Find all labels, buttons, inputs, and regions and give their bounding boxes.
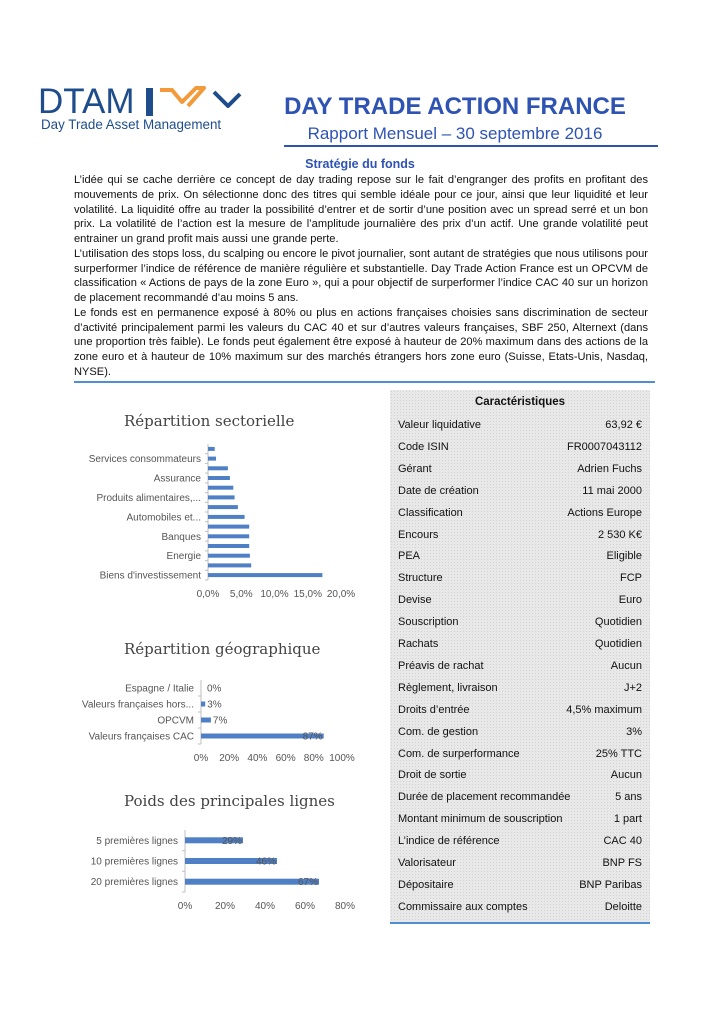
bar	[208, 486, 233, 490]
characteristic-row	[398, 419, 642, 435]
data-label: 46%	[255, 856, 276, 868]
geo-bar-chart	[70, 676, 370, 772]
characteristic-label: PEA	[398, 550, 421, 563]
characteristic-row	[398, 857, 642, 873]
x-tick-label: 40%	[247, 753, 268, 764]
bar	[208, 544, 249, 548]
sector-chart-title: Répartition sectorielle	[124, 412, 295, 430]
bar	[208, 466, 228, 470]
category-label: Assurance	[153, 473, 201, 485]
characteristic-value: Euro	[618, 594, 642, 607]
characteristic-label: Règlement, livraison	[398, 681, 498, 694]
characteristic-row	[398, 813, 642, 829]
characteristic-value: BNP FS	[602, 857, 642, 869]
x-tick-label: 80%	[303, 753, 324, 764]
x-tick-label: 0%	[177, 901, 193, 912]
weights-bar-chart	[70, 826, 370, 916]
logo-arrow-icon	[146, 84, 246, 118]
characteristic-label: Code ISIN	[398, 440, 449, 453]
x-tick-label: 60%	[294, 901, 316, 912]
characteristic-label: Commissaire aux comptes	[398, 900, 528, 913]
bar	[201, 702, 205, 707]
characteristic-label: Souscription	[398, 616, 459, 629]
strategy-heading: Stratégie du fonds	[305, 157, 415, 171]
strategy-paragraph: L’idée qui se cache derrière ce concept de day trading repose sur le fait d’engranger des profits en profitant des mouvements de prix. On sélectionne donc des titres qui semble idéale pour ce jour, ainsi que leur liquidité et leur volatilité. La liquidité offre au trader la possibilité d’entrer et de sortir d’une position avec un spread serré et un bon prix. La volatilité de l’action est la mesure de l’amplitude journalière des prix d’un actif. Une grande volatilité peut entrainer un grand profit mais aussi une grande perte.	[74, 174, 648, 245]
characteristic-label: Com. de surperformance	[398, 747, 520, 760]
characteristic-row	[398, 463, 642, 479]
characteristic-label: Rachats	[398, 638, 439, 650]
characteristic-value: Quotidien	[594, 616, 642, 629]
x-tick-label: 20%	[214, 901, 236, 912]
characteristic-row	[398, 660, 642, 676]
characteristic-value: Deloitte	[604, 900, 642, 913]
strategy-paragraph: L’utilisation des stops loss, du scalping ou encore le pivot journalier, sont autant de stratégies que nous utilisons pour surperformer l’indice de référence de manière régulière et substantielle. Day Trade Action France est un OPCVM de classification « Actions de pays de la zone Euro », qui a pour objectif de surperformer l’indice CAC 40 sur un horizon de placement recommandé d’au moins 5 ans.	[74, 247, 648, 304]
dtam-logo	[38, 84, 248, 134]
header-divider	[284, 145, 658, 147]
bar	[208, 525, 249, 529]
characteristic-row	[398, 748, 642, 764]
characteristic-row	[398, 572, 642, 588]
characteristic-value: 5 ans	[615, 791, 642, 804]
logo-text: DTAM	[38, 82, 135, 121]
characteristic-label: Montant minimum de souscription	[398, 813, 563, 826]
characteristic-label: L’indice de référence	[398, 835, 500, 848]
x-tick-label: 15,0%	[293, 589, 322, 600]
characteristics-panel	[390, 390, 650, 924]
characteristic-label: Gérant	[398, 462, 432, 475]
characteristic-label: Date de création	[398, 484, 479, 497]
bar	[208, 534, 249, 538]
category-label: Valeurs françaises CAC	[88, 731, 194, 743]
characteristic-row	[398, 529, 642, 545]
characteristic-row	[398, 485, 642, 501]
characteristic-value: Actions Europe	[567, 506, 642, 519]
logo-subtitle: Day Trade Asset Management	[41, 117, 222, 132]
characteristic-label: Préavis de rachat	[398, 659, 484, 672]
characteristic-value: Adrien Fuchs	[577, 462, 642, 475]
characteristic-value: 11 mai 2000	[582, 484, 642, 497]
category-label: Energie	[166, 551, 201, 563]
category-label: Valeurs françaises hors...	[81, 699, 194, 711]
characteristic-label: Classification	[398, 506, 463, 519]
characteristic-label: Valeur liquidative	[398, 419, 481, 431]
characteristic-label: Valorisateur	[398, 857, 456, 869]
characteristic-value: CAC 40	[603, 835, 642, 848]
category-label: Services consommateurs	[88, 454, 201, 466]
x-tick-label: 10,0%	[260, 589, 289, 600]
x-tick-label: 20%	[219, 753, 240, 764]
characteristic-value: Eligible	[606, 550, 642, 563]
bar	[208, 554, 250, 558]
characteristic-value: Aucun	[610, 659, 642, 672]
x-tick-label: 100%	[329, 753, 355, 764]
characteristic-value: 4,5% maximum	[566, 703, 642, 716]
bar	[208, 563, 251, 567]
x-tick-label: 0,0%	[196, 589, 220, 600]
x-tick-label: 80%	[334, 901, 356, 912]
characteristic-label: Dépositaire	[398, 878, 454, 891]
document-subtitle: Rapport Mensuel – 30 septembre 2016	[307, 124, 603, 143]
characteristic-row	[398, 638, 642, 654]
bar	[208, 515, 245, 519]
data-label: 67%	[297, 877, 318, 889]
characteristic-value: J+2	[623, 681, 642, 694]
characteristic-value: FCP	[620, 572, 642, 585]
characteristic-value: FR0007043112	[566, 440, 642, 453]
document-title: DAY TRADE ACTION FRANCE	[284, 93, 626, 120]
category-label: 5 premières lignes	[96, 835, 178, 847]
characteristic-row	[398, 901, 642, 917]
characteristic-label: Com. de gestion	[398, 725, 479, 738]
category-label: Biens d'investissement	[99, 570, 201, 582]
x-tick-label: 60%	[275, 753, 296, 764]
characteristic-row	[398, 594, 642, 610]
characteristic-value: 63,92 €	[605, 419, 642, 431]
data-label: 7%	[212, 715, 228, 727]
characteristic-row	[398, 441, 642, 457]
characteristic-row	[398, 791, 642, 807]
characteristic-value: 25% TTC	[595, 747, 642, 760]
category-label: 20 premières lignes	[90, 877, 178, 889]
data-label: 0%	[207, 683, 222, 695]
data-label: 87%	[302, 731, 323, 743]
bar	[208, 495, 235, 499]
characteristic-row	[398, 550, 642, 566]
x-tick-label: 0%	[193, 753, 209, 764]
characteristic-value: 3%	[626, 725, 642, 738]
category-label: Espagne / Italie	[125, 683, 194, 695]
sector-bar-chart	[70, 440, 370, 610]
characteristic-value: Aucun	[610, 769, 642, 782]
characteristic-row	[398, 879, 642, 895]
characteristic-row	[398, 835, 642, 851]
data-label: 29%	[221, 835, 242, 847]
characteristic-label: Droits d’entrée	[398, 703, 470, 716]
characteristic-value: 1 part	[613, 813, 642, 826]
x-tick-label: 40%	[254, 901, 276, 912]
characteristic-row	[398, 726, 642, 742]
characteristic-row	[398, 507, 642, 523]
strategy-body	[74, 173, 648, 380]
characteristic-label: Encours	[398, 528, 439, 541]
characteristic-label: Droit de sortie	[398, 769, 467, 782]
category-label: Produits alimentaires,...	[96, 492, 201, 504]
strategy-paragraph: Le fonds est en permanence exposé à 80% ou plus en actions françaises choisies sans discrimination de secteur d’activité principalement parmi les valeurs du CAC 40 et sur d’autres valeurs françaises, SBF 250, Alternext (dans une proportion très faible). Le fonds peut également être exposé à hauteur de 20% maximum dans des actions de la zone euro et à hauteur de 10% maximum sur des marchés étrangers hors zone euro (Suisse, Etats-Unis, Nasdaq, NYSE).	[74, 306, 648, 378]
category-label: Banques	[161, 531, 201, 543]
bar	[208, 457, 216, 461]
category-label: OPCVM	[157, 715, 194, 727]
data-label: 3%	[207, 699, 222, 711]
bar	[208, 447, 215, 451]
characteristic-row	[398, 682, 642, 698]
characteristic-label: Durée de placement recommandée	[398, 791, 571, 804]
characteristic-label: Structure	[398, 572, 443, 585]
geo-chart-title: Répartition géographique	[124, 640, 321, 658]
characteristics-title: Caractéristiques	[474, 396, 566, 408]
characteristic-value: BNP Paribas	[579, 878, 642, 891]
bar	[208, 573, 322, 577]
characteristic-label: Devise	[398, 594, 432, 607]
characteristic-row	[398, 704, 642, 720]
x-tick-label: 5,0%	[229, 589, 253, 600]
category-label: Automobiles et...	[126, 512, 201, 524]
category-label: 10 premières lignes	[90, 856, 178, 868]
characteristic-row	[398, 769, 642, 785]
strategy-divider	[74, 381, 655, 383]
characteristic-value: Quotidien	[594, 638, 642, 650]
bar	[201, 718, 211, 723]
weights-chart-title: Poids des principales lignes	[124, 792, 335, 810]
bar	[208, 505, 238, 509]
characteristic-row	[398, 616, 642, 632]
bar	[208, 476, 230, 480]
x-tick-label: 20,0%	[326, 589, 356, 600]
characteristic-value: 2 530 K€	[597, 528, 642, 541]
